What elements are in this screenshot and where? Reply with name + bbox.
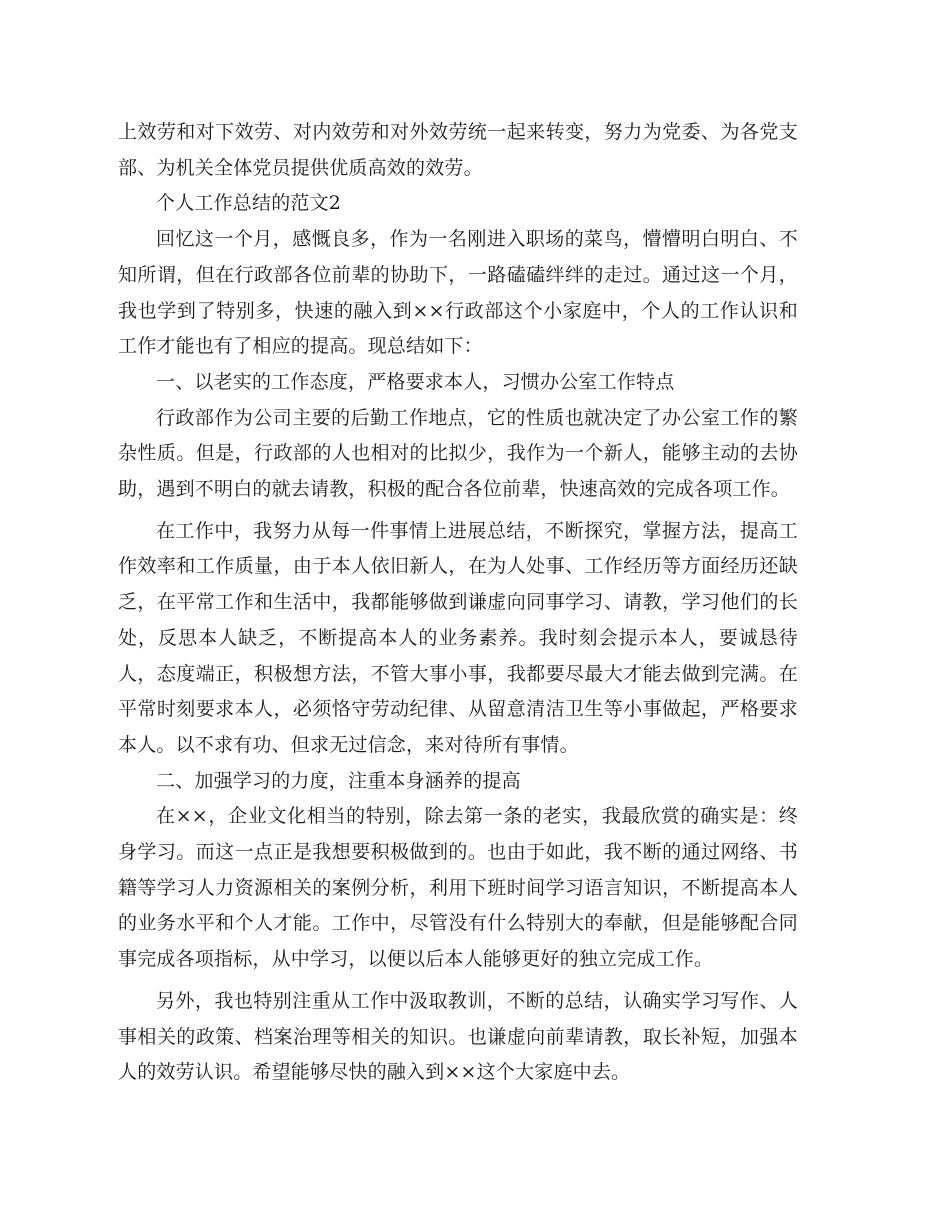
paragraph: 在××，企业文化相当的特别，除去第一条的老实，我最欣赏的确实是：终身学习。而这一点正是我想要积极做到的。也由于如此，我不断的通过网络、书籍等学习人力资源相关的案例分析，利用下班时间学习语言知识，不断提高本人的业务水平和个人才能。工作中，尽管没有什么特别大的奉献，但是能够配合同事完成各项指标，从中学习，以便以后本人能够更好的独立完成工作。	[118, 805, 798, 971]
paragraph: 行政部作为公司主要的后勤工作地点，它的性质也就决定了办公室工作的繁杂性质。但是，行政部的人也相对的比拟少，我作为一个新人，能够主动的去协助，遇到不明白的就去请教，积极的配合各位前辈，快速高效的完成各项工作。	[118, 406, 798, 501]
paragraph: 在工作中，我努力从每一件事情上进展总结，不断探究，掌握方法，提高工作效率和工作质量，由于本人依旧新人，在为人处事、工作经历等方面经历还缺乏，在平常工作和生活中，我都能够做到谦虚向同事学习、请教，学习他们的长处，反思本人缺乏，不断提高本人的业务素养。我时刻会提示本人，要诚恳待人，态度端正，积极想方法，不管大事小事，我都要尽最大才能去做到完满。在平常时刻要求本人，必须恪守劳动纪律、从留意清洁卫生等小事做起，严格要求本人。以不求有功、但求无过信念，来对待所有事情。	[118, 519, 798, 756]
document-body	[118, 115, 798, 1091]
paragraph-continuation: 上效劳和对下效劳、对内效劳和对外效劳统一起来转变，努力为党委、为各党支部、为机关全体党员提供优质高效的效劳。	[118, 121, 798, 179]
paragraph: 另外，我也特别注重从工作中汲取教训，不断的总结，认确实学习写作、人事相关的政策、档案治理等相关的知识。也谦虚向前辈请教，取长补短，加强本人的效劳认识。希望能够尽快的融入到××这个大家庭中去。	[118, 989, 798, 1084]
paragraph: 回忆这一个月，感慨良多，作为一名刚进入职场的菜鸟，懵懵明白明白、不知所谓，但在行政部各位前辈的协助下，一路磕磕绊绊的走过。通过这一个月，我也学到了特别多，快速的融入到××行政部这个小家庭中，个人的工作认识和工作才能也有了相应的提高。现总结如下：	[118, 228, 798, 358]
section-title: 个人工作总结的范文2	[156, 192, 342, 215]
section-heading: 一、以老实的工作态度，严格要求本人，习惯办公室工作特点	[156, 370, 675, 393]
section-heading: 二、加强学习的力度，注重本身涵养的提高	[156, 769, 521, 792]
